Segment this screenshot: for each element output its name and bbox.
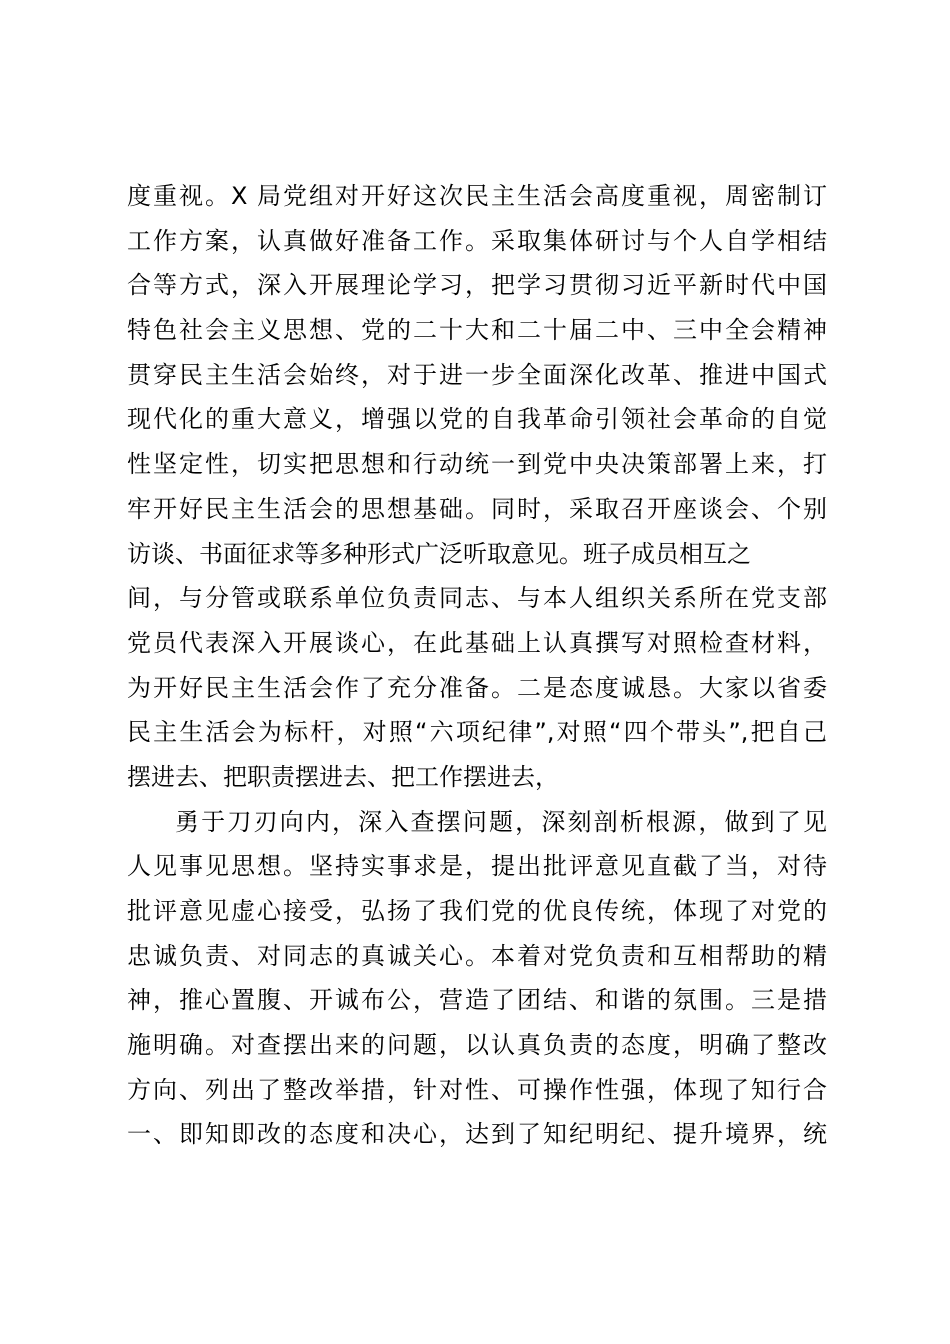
text-line: 工作方案，认真做好准备工作。采取集体研讨与个人自学相结 [127,226,827,255]
text-line: 民主生活会为标杆，对照“六项纪律”,对照“四个带头”,把自己 [127,718,827,747]
text-line: 牢开好民主生活会的思想基础。同时，采取召开座谈会、个别 [127,494,827,523]
text-line: 性坚定性，切实把思想和行动统一到党中央决策部署上来，打 [127,450,827,479]
text-line: 特色社会主义思想、党的二十大和二十届二中、三中全会精神 [127,316,827,345]
text-line: 现代化的重大意义，增强以党的自我革命引领社会革命的自觉 [127,405,827,434]
text-line: 党员代表深入开展谈心，在此基础上认真撰写对照检查材料， [127,628,827,657]
text-line: 摆进去、把职责摆进去、把工作摆进去， [127,762,559,791]
paragraph-first-line: 勇于刀刃向内，深入查摆问题，深刻剖析根源，做到了见 [175,807,827,836]
text-line: 方向、列出了整改举措，针对性、可操作性强，体现了知行合 [127,1075,827,1104]
text-line: 人见事见思想。坚持实事求是，提出批评意见直截了当，对待 [127,852,827,881]
text-line: 神，推心置腹、开诚布公，营造了团结、和谐的氛围。三是措 [127,986,827,1015]
text-line: 忠诚负责、对同志的真诚关心。本着对党负责和互相帮助的精 [127,941,827,970]
text-line: 合等方式，深入开展理论学习，把学习贯彻习近平新时代中国 [127,271,827,300]
text-line: 访谈、书面征求等多种形式广泛听取意见。班子成员相互之 [127,539,751,568]
text-line: 为开好民主生活会作了充分准备。二是态度诚恳。大家以省委 [127,673,827,702]
text-line: 批评意见虚心接受，弘扬了我们党的优良传统，体现了对党的 [127,897,827,925]
text-line: 贯穿民主生活会始终，对于进一步全面深化改革、推进中国式 [127,360,827,389]
text-line: 间，与分管或联系单位负责同志、与本人组织关系所在党支部 [127,584,827,613]
text-line: 一、即知即改的态度和决心，达到了知纪明纪、提升境界，统 [127,1120,827,1149]
text-line: 度重视。X 局党组对开好这次民主生活会高度重视，周密制订 [127,182,827,210]
body-text [127,174,827,1157]
text-line: 施明确。对查摆出来的问题，以认真负责的态度，明确了整改 [127,1031,827,1060]
